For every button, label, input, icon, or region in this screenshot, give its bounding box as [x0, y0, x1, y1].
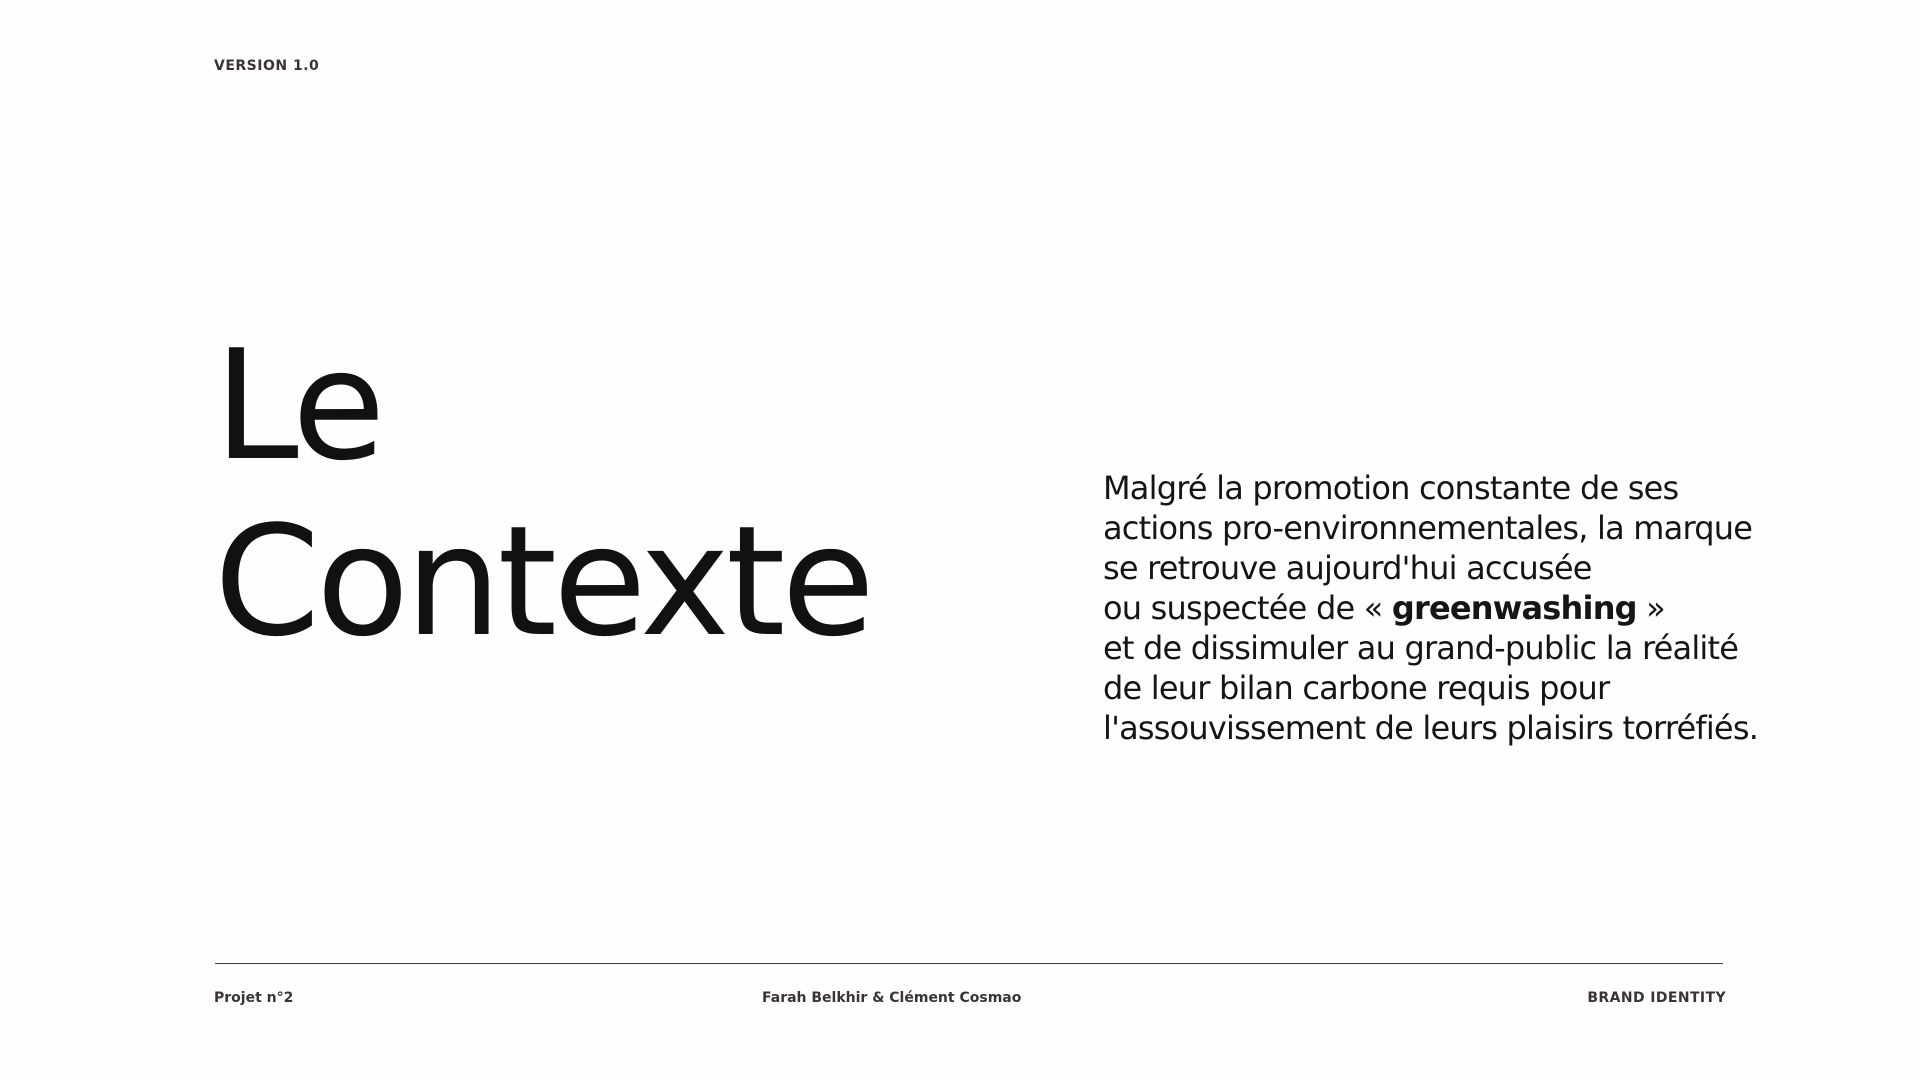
- paragraph-line: l'assouvissement de leurs plaisirs torréfiés.: [1103, 709, 1759, 747]
- project-number: Projet n°2: [214, 990, 294, 1006]
- paragraph-line: et de dissimuler au grand-public la réalité: [1103, 629, 1739, 667]
- context-paragraph: [1103, 468, 1823, 748]
- paragraph-line: actions pro-environnementales, la marque: [1103, 509, 1753, 547]
- page-title: [214, 318, 871, 670]
- version-label: VERSION 1.0: [214, 58, 320, 74]
- title-line-2: Contexte: [214, 493, 871, 670]
- paragraph-line: Malgré la promotion constante de ses: [1103, 469, 1679, 507]
- title-line-1: Le: [214, 317, 382, 494]
- paragraph-text: ou suspectée de «: [1103, 589, 1392, 627]
- paragraph-line: de leur bilan carbone requis pour: [1103, 669, 1610, 707]
- authors: Farah Belkhir & Clément Cosmao: [762, 990, 1022, 1006]
- greenwashing-emphasis: greenwashing: [1391, 589, 1637, 627]
- paragraph-text: »: [1636, 589, 1665, 627]
- paragraph-line: se retrouve aujourd'hui accusée: [1103, 549, 1592, 587]
- paragraph-line-greenwashing: [1103, 588, 1823, 628]
- section-label: BRAND IDENTITY: [1587, 990, 1726, 1006]
- footer-divider: [215, 963, 1723, 964]
